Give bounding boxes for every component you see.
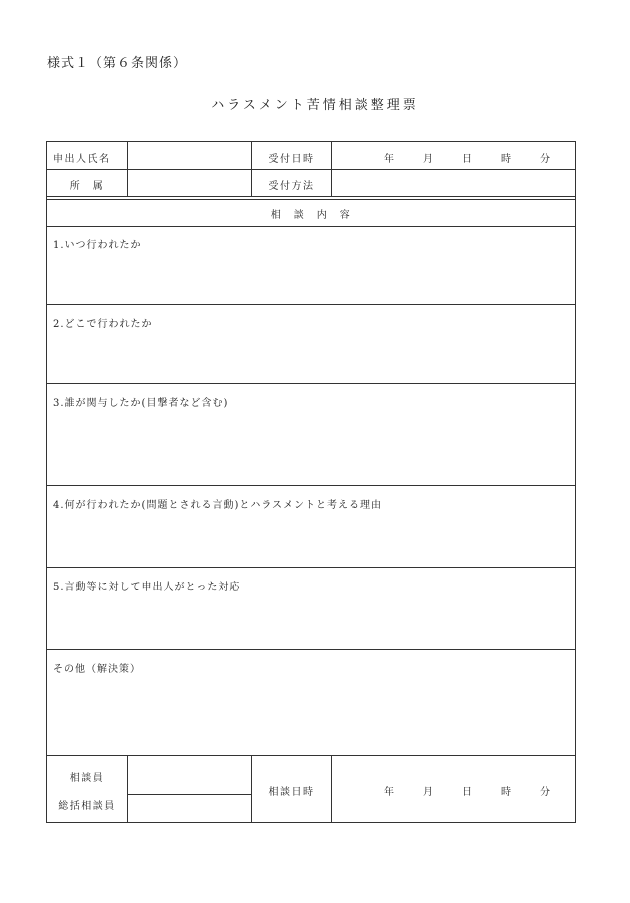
day-unit: 日 (462, 154, 472, 165)
consult-datetime-field[interactable] (332, 756, 576, 823)
form-number: 様式１（第６条関係） (47, 56, 188, 71)
section-other-field[interactable] (48, 650, 575, 754)
day-unit: 日 (462, 787, 472, 798)
consultation-form-table (46, 141, 576, 823)
consultant-field[interactable] (128, 756, 250, 793)
section-who-label: 3.誰が関与したか(目撃者など含む) (53, 398, 229, 409)
section-when-field[interactable] (48, 227, 575, 303)
row-divider (47, 199, 575, 200)
received-method-field[interactable] (332, 170, 576, 195)
affiliation-label: 所 属 (69, 181, 105, 192)
year-unit: 年 (384, 154, 394, 165)
section-who-field[interactable] (48, 384, 575, 484)
section-where-field[interactable] (48, 305, 575, 382)
received-datetime-label: 受付日時 (268, 154, 315, 165)
content-heading: 相 談 内 容 (270, 210, 352, 221)
section-where-label: 2.どこで行われたか (53, 319, 153, 330)
section-what-field[interactable] (48, 486, 575, 566)
hour-unit: 時 (501, 787, 511, 798)
chief-consultant-field[interactable] (128, 795, 250, 822)
month-unit: 月 (423, 154, 433, 165)
minute-unit: 分 (540, 787, 550, 798)
page-title: ハラスメント苦情相談整理票 (211, 98, 419, 113)
affiliation-field[interactable] (128, 170, 250, 195)
section-response-field[interactable] (48, 568, 575, 648)
minute-unit: 分 (540, 154, 550, 165)
received-datetime-field[interactable] (332, 143, 576, 168)
hour-unit: 時 (501, 154, 511, 165)
section-response-label: 5.言動等に対して申出人がとった対応 (53, 582, 241, 593)
applicant-name-field[interactable] (128, 143, 250, 168)
section-when-label: 1.いつ行われたか (53, 240, 142, 251)
section-other-label: その他（解決策） (53, 664, 141, 675)
applicant-name-label: 申出人氏名 (53, 154, 111, 165)
row-divider (47, 196, 575, 197)
chief-consultant-label: 総括相談員 (58, 801, 116, 812)
consultant-label: 相談員 (69, 773, 105, 784)
received-method-label: 受付方法 (268, 181, 315, 192)
section-what-label: 4.何が行われたか(問題とされる言動)とハラスメントと考える理由 (53, 500, 383, 511)
year-unit: 年 (384, 787, 394, 798)
month-unit: 月 (423, 787, 433, 798)
consult-datetime-label: 相談日時 (268, 787, 315, 798)
